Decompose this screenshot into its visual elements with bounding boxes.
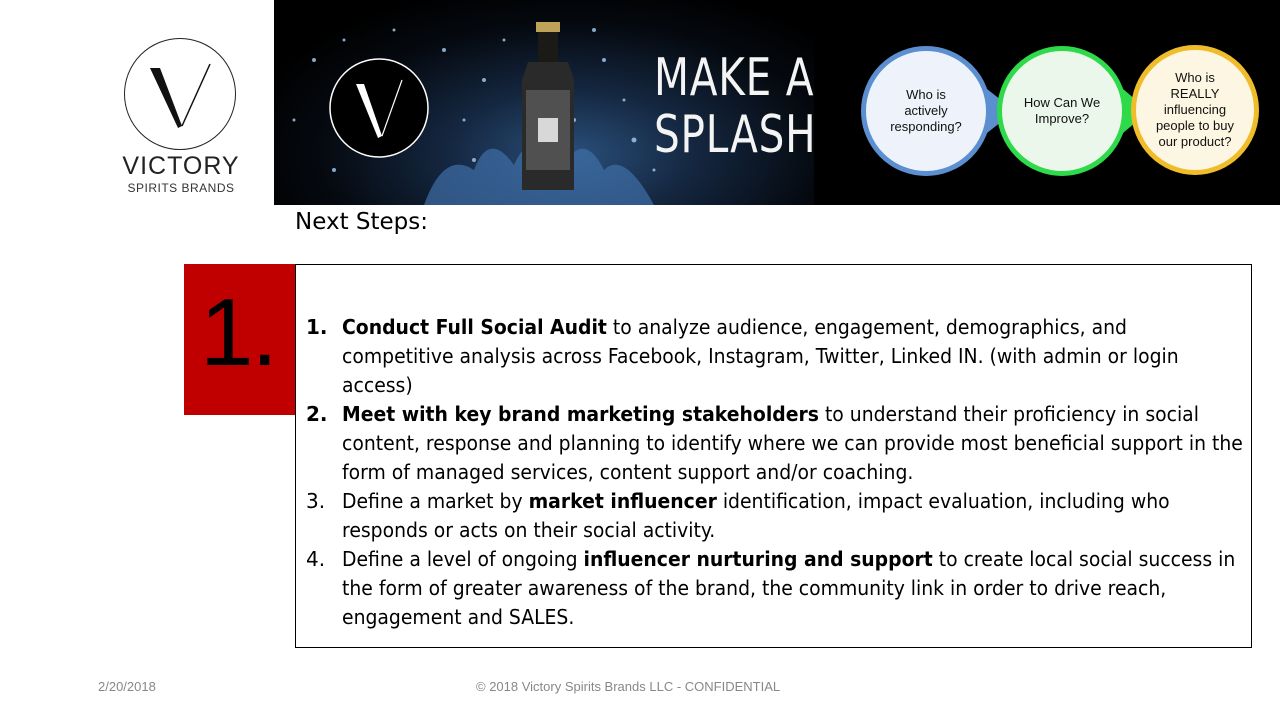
list-item-text: to understand their proficiency in social content, response and planning to identify where we can provide most beneficial support in the form of managed services, content support and/or coaching. — [342, 402, 1243, 484]
circle-text: Who is REALLY influencing people to buy our product? — [1155, 70, 1235, 149]
list-item-number: 2. — [306, 402, 328, 426]
list-item-number: 4. — [306, 547, 326, 571]
step-number: 1. — [200, 279, 277, 386]
list-item — [306, 545, 1246, 632]
steps-content-box — [295, 264, 1252, 648]
step-number-badge — [184, 264, 296, 415]
list-item — [306, 487, 1246, 545]
list-item-bold: influencer nurturing and support — [583, 547, 933, 571]
circle-text: Who is actively responding? — [890, 87, 962, 134]
v-monogram-icon — [124, 38, 236, 150]
list-item-bold: Meet with key brand marketing stakeholders — [342, 402, 819, 426]
circle-really-influencing — [1131, 45, 1259, 175]
company-logo — [120, 36, 242, 206]
banner-headline — [654, 50, 816, 164]
steps-list — [306, 313, 1246, 632]
page-title: Next Steps: — [295, 209, 428, 235]
list-item — [306, 400, 1246, 487]
list-item-number: 1. — [306, 315, 328, 339]
circle-how-can-we-improve — [997, 46, 1127, 176]
footer-date: 2/20/2018 — [98, 679, 156, 694]
list-item — [306, 313, 1246, 400]
list-item-text: to analyze audience, engagement, demographics, and competitive analysis across Facebook, Instagram, Twitter, Linked IN. (with admin or login access) — [342, 315, 1179, 397]
list-item-bold: market influencer — [528, 489, 717, 513]
list-item-bold: Conduct Full Social Audit — [342, 315, 607, 339]
list-item-prefix: Define a market by — [342, 489, 529, 513]
headline-line-1: MAKE A — [654, 48, 815, 108]
logo-sub-name: SPIRITS BRANDS — [127, 181, 235, 195]
footer-copyright: © 2018 Victory Spirits Brands LLC - CONFIDENTIAL — [476, 679, 781, 694]
header-banner — [274, 0, 1280, 205]
list-item-prefix: Define a level of ongoing — [342, 547, 584, 571]
circle-actively-responding — [861, 46, 991, 176]
list-item-text: to create local social success in the form of greater awareness of the brand, the community link in order to drive reach, engagement and SALES. — [342, 547, 1236, 629]
circle-text: How Can We Improve? — [1023, 95, 1101, 126]
list-item-number: 3. — [306, 489, 326, 513]
headline-line-2: SPLASH — [654, 105, 817, 165]
list-item-text: identification, impact evaluation, including who responds or acts on their social activity. — [342, 489, 1170, 542]
logo-brand-name: VICTORY — [122, 152, 240, 180]
